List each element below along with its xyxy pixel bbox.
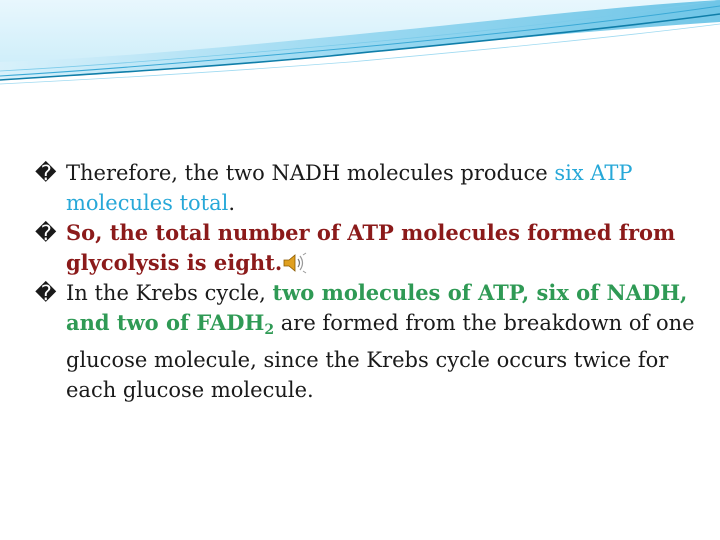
subscript-text: 2 — [264, 322, 275, 338]
bullet-highlight-text: two molecules of ATP, six of NADH, and two of FADH — [66, 280, 688, 335]
bullet-item — [35, 278, 695, 405]
bullet-marker: � — [35, 161, 57, 185]
speaker-icon[interactable] — [282, 252, 308, 274]
bullet-highlight-text: So, the total number of ATP molecules formed from glycolysis is eight. — [66, 220, 676, 275]
header-wave-decoration — [0, 0, 720, 90]
bullet-text: are formed from the breakdown of one glucose molecule, since the Krebs cycle occurs twice for each glucose molecule. — [66, 311, 695, 402]
bullet-text: In the Krebs cycle, — [66, 281, 273, 305]
bullet-item — [35, 218, 695, 278]
bullet-list — [35, 158, 695, 405]
bullet-highlight-text: six ATP molecules total — [66, 161, 633, 215]
bullet-text: Therefore, the two NADH molecules produce — [66, 161, 555, 185]
bullet-item — [35, 158, 695, 218]
bullet-text: . — [228, 191, 236, 215]
bullet-marker: � — [35, 221, 57, 245]
bullet-marker: � — [35, 281, 57, 305]
